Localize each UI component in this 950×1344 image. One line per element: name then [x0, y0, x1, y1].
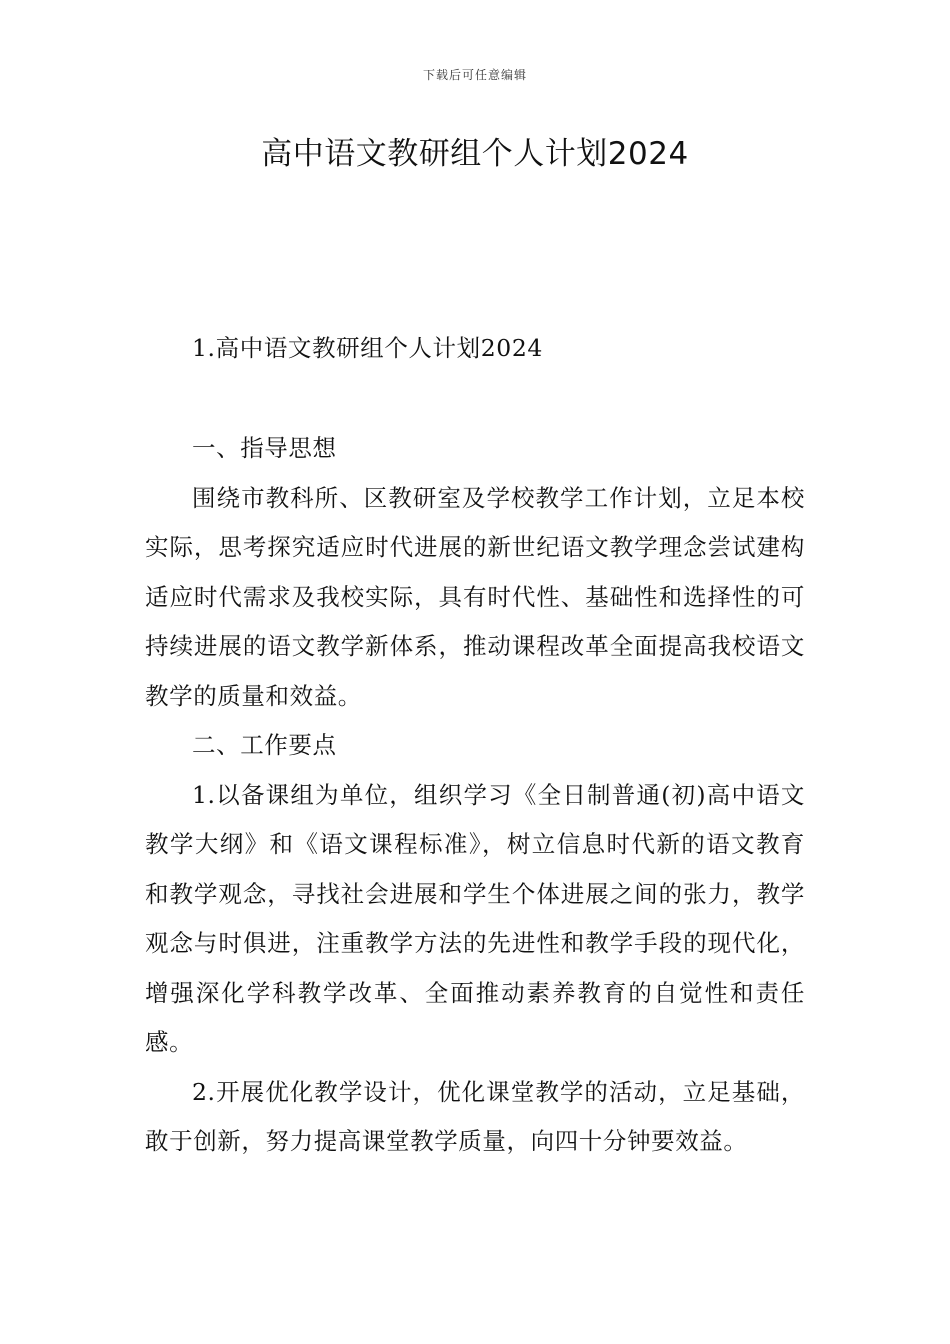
paragraph-guiding-ideology: 围绕市教科所、区教研室及学校教学工作计划，立足本校实际，思考探究适应时代进展的新世纪语文教学理念尝试建构适应时代需求及我校实际，具有时代性、基础性和选择性的可持续进展的语文教学新体系，推动课程改革全面提高我校语文教学的质量和效益。 — [145, 483, 805, 710]
header-note: 下载后可任意编辑 — [422, 68, 527, 82]
work-point-1: 1.以备课组为单位，组织学习《全日制普通(初)高中语文教学大纲》和《语文课程标准》，树立信息时代新的语文教育和教学观念，寻找社会进展和学生个体进展之间的张力，教学观念与时俱进，注重教学方法的先进性和教学手段的现代化，增强深化学科教学改革、全面推动素养教育的自觉性和责任感。 — [145, 780, 805, 1056]
document-body — [145, 424, 805, 1167]
section-title: 1.高中语文教研组个人计划2024 — [192, 334, 543, 362]
heading-guiding-ideology: 一、指导思想 — [192, 434, 337, 462]
work-point-2: 2.开展优化教学设计，优化课堂教学的活动，立足基础，敢于创新，努力提高课堂教学质量，向四十分钟要效益。 — [145, 1077, 805, 1155]
document-title: 高中语文教研组个人计划2024 — [261, 136, 689, 172]
section-title-block — [145, 324, 805, 374]
heading-work-points: 二、工作要点 — [192, 731, 337, 759]
